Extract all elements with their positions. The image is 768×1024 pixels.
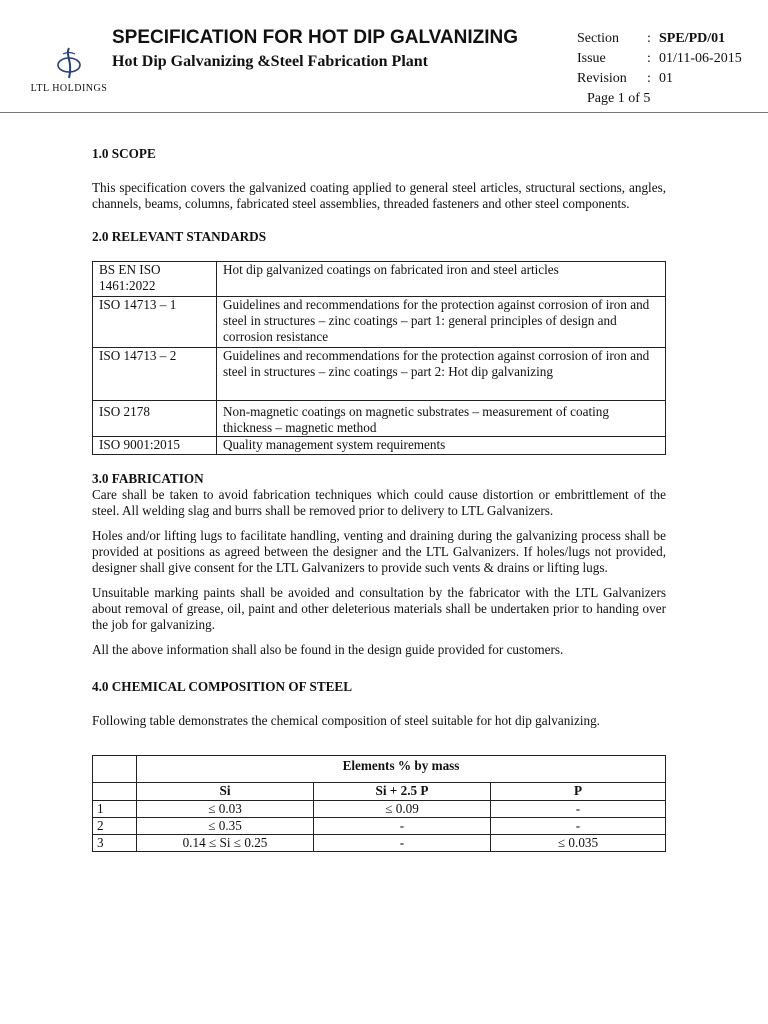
table-row	[93, 297, 666, 348]
si-value: ≤ 0.03	[137, 801, 314, 818]
standards-heading: 2.0 RELEVANT STANDARDS	[92, 229, 267, 244]
standard-code: ISO 14713 – 1	[93, 297, 217, 348]
chemical-heading: 4.0 CHEMICAL COMPOSITION OF STEEL	[92, 679, 353, 694]
blank-header-cell	[93, 756, 137, 783]
row-index: 2	[93, 818, 137, 835]
logo-text: LTL HOLDINGS	[30, 83, 108, 94]
column-header: Si + 2.5 P	[314, 783, 491, 801]
group-header: Elements % by mass	[137, 756, 666, 783]
table-row	[93, 437, 666, 455]
fabrication-paragraph: All the above information shall also be found in the design guide provided for customers.	[92, 642, 564, 657]
standard-description: Hot dip galvanized coatings on fabricated iron and steel articles	[217, 262, 666, 297]
table-row	[93, 401, 666, 437]
meta-key: Section	[577, 31, 619, 46]
si-value: 0.14 ≤ Si ≤ 0.25	[137, 835, 314, 852]
blank-header-cell	[93, 783, 137, 801]
p-value: -	[491, 818, 666, 835]
meta-key: Revision	[577, 71, 627, 86]
ltl-emblem-icon	[51, 45, 87, 81]
page-number: Page 1 of 5	[587, 91, 651, 106]
si-p-value: -	[314, 818, 491, 835]
standard-code: ISO 9001:2015	[93, 437, 217, 455]
table-row	[93, 818, 666, 835]
standards-table	[92, 261, 666, 455]
document-title: SPECIFICATION FOR HOT DIP GALVANIZING	[112, 27, 519, 48]
fabrication-heading: 3.0 FABRICATION	[92, 471, 204, 486]
column-header: Si	[137, 783, 314, 801]
fabrication-paragraph: Care shall be taken to avoid fabrication techniques which could cause distortion or embrittlement of the steel. All welding slag and burrs shall be removed prior to delivery to LTL Galvanizers.	[92, 487, 666, 518]
si-p-value: -	[314, 835, 491, 852]
scope-text: This specification covers the galvanized coating applied to general steel articles, structural sections, angles, channels, beams, columns, fabricated steel assemblies, threaded fasteners and other steel components.	[92, 180, 666, 211]
p-value: ≤ 0.035	[491, 835, 666, 852]
table-row	[93, 348, 666, 401]
meta-value: SPE/PD/01	[659, 31, 726, 46]
meta-colon: :	[647, 31, 651, 46]
meta-colon: :	[647, 71, 651, 86]
standard-description: Guidelines and recommendations for the protection against corrosion of iron and steel in structures – zinc coatings – part 2: Hot dip galvanizing	[217, 348, 666, 401]
fabrication-paragraph: Unsuitable marking paints shall be avoided and consultation by the fabricator with the LTL Galvanizers about removal of grease, oil, paint and other deleterious materials shall be undertaken prior to handing over the job for galvanizing.	[92, 585, 666, 632]
document-subtitle: Hot Dip Galvanizing &Steel Fabrication Plant	[112, 53, 428, 70]
standard-description: Guidelines and recommendations for the protection against corrosion of iron and steel in structures – zinc coatings – part 1: general principles of design and corrosion resistance	[217, 297, 666, 348]
standard-code: ISO 14713 – 2	[93, 348, 217, 401]
table-row	[93, 262, 666, 297]
table-header-row	[93, 783, 666, 801]
meta-value: 01	[659, 71, 673, 86]
scope-heading: 1.0 SCOPE	[92, 146, 156, 161]
standard-description: Non-magnetic coatings on magnetic substrates – measurement of coating thickness – magnetic method	[217, 401, 666, 437]
fabrication-paragraph: Holes and/or lifting lugs to facilitate handling, venting and draining during the galvanizing process shall be provided at positions as agreed between the designer and the LTL Galvanizers. If holes/lugs not provided, designer shall give consent for the LTL Galvanizers to provide such vents & drains or lifting lugs.	[92, 528, 666, 575]
meta-value: 01/11-06-2015	[659, 51, 742, 66]
standard-code: BS EN ISO 1461:2022	[93, 262, 217, 297]
chemical-intro: Following table demonstrates the chemical composition of steel suitable for hot dip galvanizing.	[92, 713, 600, 728]
table-row	[93, 835, 666, 852]
row-index: 3	[93, 835, 137, 852]
chemical-composition-table	[92, 755, 666, 852]
column-header: P	[491, 783, 666, 801]
meta-colon: :	[647, 51, 651, 66]
standard-description: Quality management system requirements	[217, 437, 666, 455]
header-divider	[0, 112, 768, 113]
row-index: 1	[93, 801, 137, 818]
p-value: -	[491, 801, 666, 818]
meta-key: Issue	[577, 51, 606, 66]
table-header-row	[93, 756, 666, 783]
table-row	[93, 801, 666, 818]
standard-code: ISO 2178	[93, 401, 217, 437]
si-value: ≤ 0.35	[137, 818, 314, 835]
document-body	[92, 146, 666, 852]
company-logo	[24, 45, 114, 94]
si-p-value: ≤ 0.09	[314, 801, 491, 818]
